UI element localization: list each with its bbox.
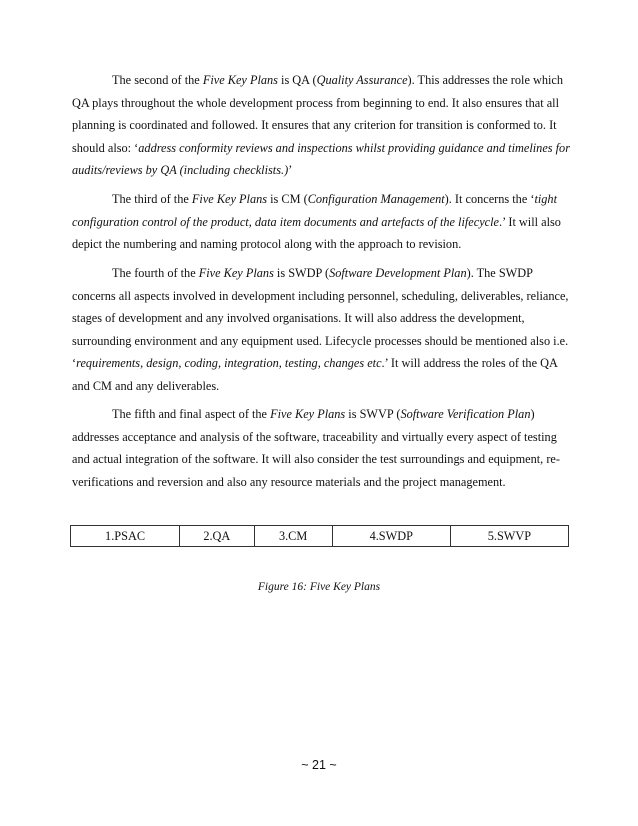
paragraph-text: .’ It will also depict the numbering and naming protocol along with the approach to revision. bbox=[72, 214, 561, 252]
paragraph-text: The third of the bbox=[112, 192, 192, 206]
paragraph-emphasis: Five Key Plans bbox=[202, 73, 278, 87]
paragraph-emphasis: Five Key Plans bbox=[198, 266, 274, 280]
paragraph-emphasis: Five Key Plans bbox=[270, 407, 346, 421]
paragraph-quote: tight configuration control of the product, data item documents and artefacts of the lifecycle bbox=[72, 192, 557, 229]
paragraph-text: ’ bbox=[288, 163, 293, 178]
paragraph-text: The second of the bbox=[112, 73, 203, 87]
table-row bbox=[71, 526, 569, 547]
paragraph-emphasis: Software Verification Plan bbox=[400, 407, 531, 421]
paragraph-text: ). It concerns the ‘ bbox=[444, 192, 535, 206]
paragraph-emphasis: Software Development Plan bbox=[329, 266, 467, 280]
paragraph-text: is QA ( bbox=[277, 73, 317, 87]
paragraph-swdp bbox=[72, 262, 570, 398]
paragraph-text: The fourth of the bbox=[112, 266, 199, 280]
paragraph-swvp bbox=[72, 403, 570, 493]
paragraph-qa bbox=[72, 69, 570, 182]
paragraph-text: ). This addresses the role which QA plays throughout the whole development process from beginning to end. It also ensures that all planning is coordinated and followed. It ensures that any criterion for transition is conformed to. It should also: ‘ bbox=[72, 73, 564, 155]
five-key-plans-table bbox=[70, 525, 569, 547]
paragraph-quote: address conformity reviews and inspections whilst providing guidance and timelines for audits/reviews by QA (including checklists.) bbox=[72, 140, 570, 178]
table-cell-qa: 2.QA bbox=[180, 526, 254, 547]
table-cell-swdp: 4.SWDP bbox=[332, 526, 450, 547]
paragraph-emphasis: Quality Assurance bbox=[316, 73, 408, 87]
paragraph-text: The fifth and final aspect of the bbox=[112, 407, 271, 421]
paragraph-cm bbox=[72, 188, 570, 256]
paragraph-text: is SWVP ( bbox=[345, 407, 401, 421]
paragraph-emphasis: Configuration Management bbox=[307, 192, 445, 206]
figure-caption: Figure 16: Five Key Plans bbox=[257, 581, 381, 593]
paragraph-text: ) addresses acceptance and analysis of the software, traceability and virtually every aspect of testing and actual integration of the software. It will also consider the test surroundings and equipment, re-verifications and reversion and also any resource materials and the project management. bbox=[72, 407, 560, 489]
paragraph-text: is CM ( bbox=[267, 192, 308, 206]
paragraph-text: .’ It will address the roles of the QA and CM and any deliverables. bbox=[72, 356, 558, 393]
paragraph-text: ). The SWDP concerns all aspects involved in development including personnel, scheduling, deliverables, reliance, stages of development and any involved organisations. It will also address the development, surrounding environment and any equipment used. Lifecycle processes should be mentioned also i.e. ‘ bbox=[72, 266, 569, 371]
paragraph-emphasis: Five Key Plans bbox=[191, 192, 268, 206]
paragraph-text: is SWDP ( bbox=[273, 266, 330, 280]
page-number: ~ 21 ~ bbox=[301, 758, 337, 772]
paragraph-quote: requirements, design, coding, integration, testing, changes etc bbox=[76, 356, 382, 371]
table-cell-cm: 3.CM bbox=[254, 526, 332, 547]
table-cell-psac: 1.PSAC bbox=[71, 526, 180, 547]
table-cell-swvp: 5.SWVP bbox=[450, 526, 568, 547]
